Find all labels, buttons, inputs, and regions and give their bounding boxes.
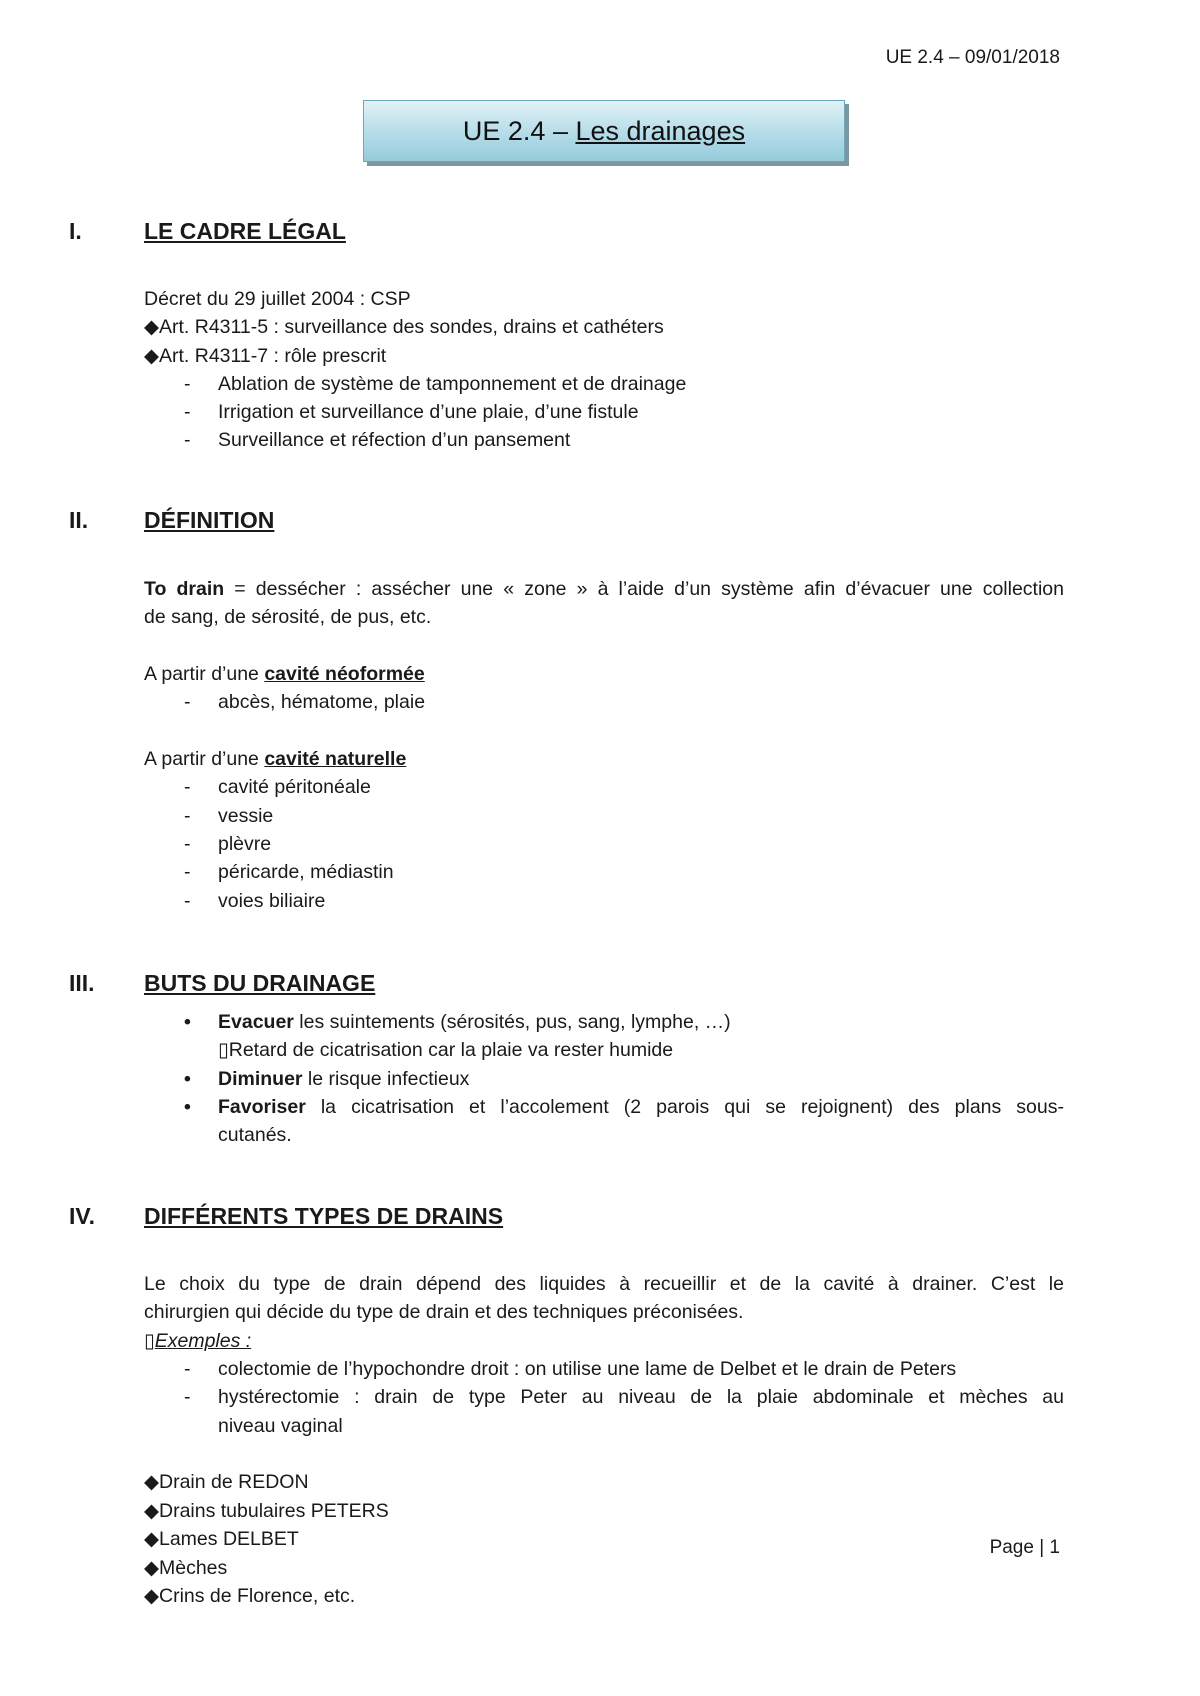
list-item-text: voies biliaire [218,890,326,912]
arrow-icon: ▯ [218,1039,229,1061]
bullet-subline: ▯Retard de cicatrisation car la plaie va rester humide [218,1039,674,1061]
section-4-heading [69,1201,1069,1231]
section-title: DIFFÉRENTS TYPES DE DRAINS [144,1203,504,1229]
list-item: - vessie [184,805,274,827]
bullet-term: Diminuer [218,1068,303,1090]
list-item-text: abcès, hématome, plaie [218,691,426,713]
list-item: - Surveillance et réfection d’un pansement [184,429,571,451]
list-item-text: hystérectomie : drain de type Peter au niveau de la plaie abdominale et mèches au [218,1386,1064,1408]
list-item: - Ablation de système de tamponnement et de drainage [184,373,687,395]
section-number: IV. [69,1203,96,1229]
section-2-heading [69,505,1069,535]
definition-text: = dessécher : assécher une « zone » à l’aide d’un système afin d’évacuer une collection [224,578,1065,600]
section-title: LE CADRE LÉGAL [144,218,346,244]
drain-type: ◆Lames DELBET [144,1528,299,1550]
list-item-text: péricarde, médiastin [218,861,394,883]
list-item-text: vessie [218,805,274,827]
bullet-continuation: cutanés. [218,1124,292,1146]
drain-type: ◆Crins de Florence, etc. [144,1585,356,1607]
list-item-text: Surveillance et réfection d’un pansement [218,429,571,451]
cavity-heading: A partir d’une cavité néoformée [144,663,425,685]
cavity-heading: A partir d’une cavité naturelle [144,748,407,770]
drain-type: ◆Drain de REDON [144,1471,309,1493]
drain-type: ◆Mèches [144,1557,228,1579]
title-underlined: Les drainages [575,116,746,146]
list-item: - colectomie de l’hypochondre droit : on utilise une lame de Delbet et le drain de Peters [184,1358,957,1380]
section-number: III. [69,970,95,996]
article-line: ◆Art. R4311-5 : surveillance des sondes, drains et cathéters [144,316,664,338]
section-1-heading [69,216,1069,246]
section-title: DÉFINITION [144,507,275,533]
list-item: - hystérectomie : drain de type Peter au niveau de la plaie abdominale et mèches au [184,1383,1064,1412]
document-title [363,100,845,162]
section-number: II. [69,507,89,533]
section-title: BUTS DU DRAINAGE [144,970,376,996]
list-item: - cavité péritonéale [184,776,371,798]
decree-line: Décret du 29 juillet 2004 : CSP [144,288,411,310]
page-number: Page | 1 [989,1536,1060,1558]
bullet-term: Evacuer [218,1011,294,1033]
section-3-heading [69,968,1069,998]
list-item: - plèvre [184,833,272,855]
list-item: - abcès, hématome, plaie [184,691,426,713]
section-number: I. [69,218,82,244]
drain-type: ◆Drains tubulaires PETERS [144,1500,389,1522]
list-item: - Irrigation et surveillance d’une plaie, d’une fistule [184,401,639,423]
list-item-text: cavité péritonéale [218,776,371,798]
list-item-text: Irrigation et surveillance d’une plaie, d’une fistule [218,401,639,423]
definition-line: de sang, de sérosité, de pus, etc. [144,606,432,628]
list-item-text: Ablation de système de tamponnement et de drainage [218,373,687,395]
cavity-term: cavité naturelle [264,748,407,770]
list-item-continuation: niveau vaginal [218,1415,343,1437]
list-item-text: colectomie de l’hypochondre droit : on utilise une lame de Delbet et le drain de Peters [218,1358,957,1380]
arrow-icon: ▯ [144,1330,155,1352]
examples-label: ▯Exemples : [144,1330,252,1352]
title-prefix: UE 2.4 – [462,116,576,146]
list-item-text: plèvre [218,833,272,855]
list-item: - péricarde, médiastin [184,861,394,883]
bullet-term: Favoriser [218,1096,306,1118]
header-reference: UE 2.4 – 09/01/2018 [885,47,1060,68]
article-line: ◆Art. R4311-7 : rôle prescrit [144,345,387,367]
list-item: - voies biliaire [184,890,326,912]
paragraph-line: chirurgien qui décide du type de drain et des techniques préconisées. [144,1301,744,1323]
cavity-term: cavité néoformée [264,663,425,685]
definition-term: To drain [144,578,225,600]
paragraph-line: Le choix du type de drain dépend des liquides à recueillir et de la cavité à drainer. C’est le [144,1273,1064,1295]
definition-line [144,575,1064,604]
